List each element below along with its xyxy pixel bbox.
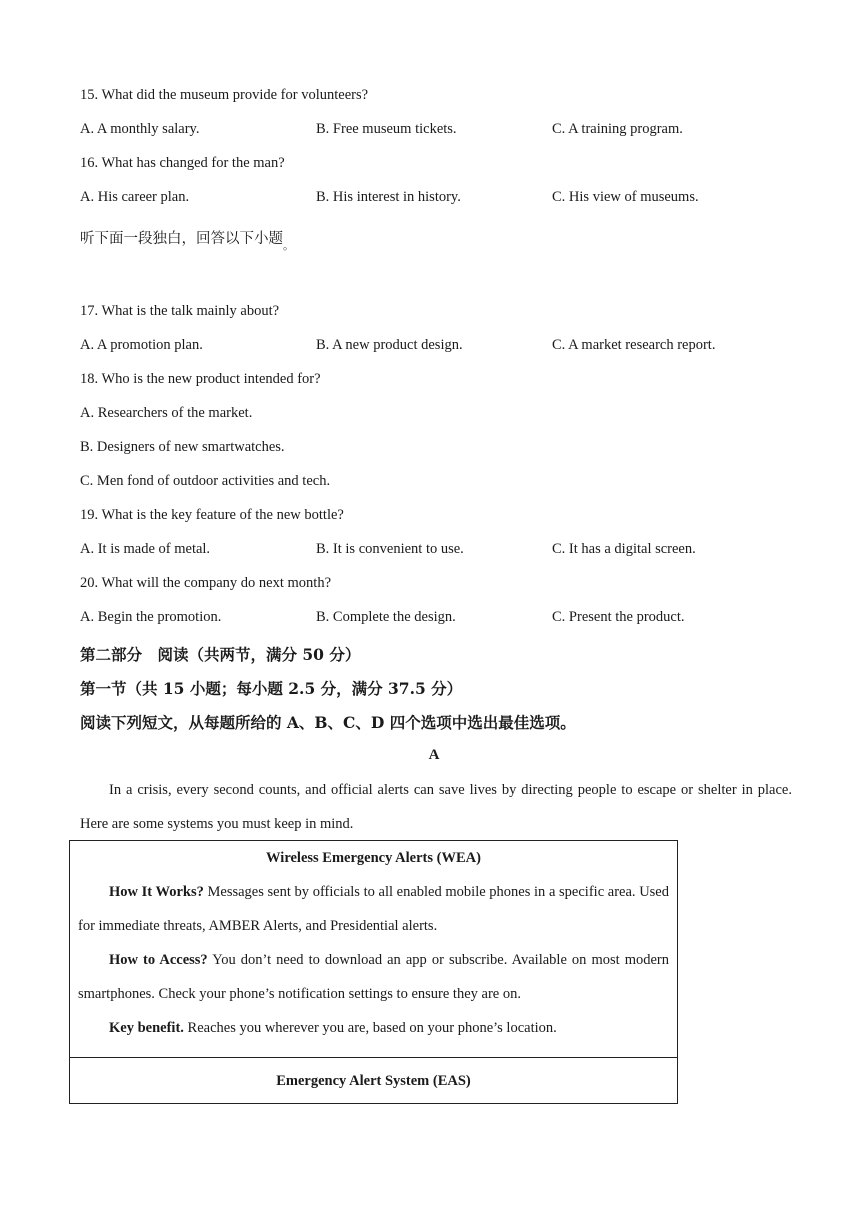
question-17-option-b: B. A new product design. xyxy=(316,337,463,353)
reading-instruction: 阅读下列短文，从每题所给的 A、B、C、D 四个选项中选出最佳选项。 xyxy=(80,713,576,732)
wea-title: Wireless Emergency Alerts (WEA) xyxy=(266,850,481,866)
wea-how-to-access-text: You don’t need to download an app or subscribe. Available on most modern smartphones. Check your phone’s notification settings to ensure they are on. xyxy=(78,952,670,1002)
eas-title: Emergency Alert System (EAS) xyxy=(276,1073,471,1089)
passage-label: A xyxy=(428,747,440,763)
wea-key-benefit xyxy=(78,1011,669,1045)
question-19: 19. What is the key feature of the new bottle? xyxy=(80,507,344,523)
wea-how-to-access-label: How to Access? xyxy=(109,952,208,968)
question-17-option-c: C. A market research report. xyxy=(552,337,716,353)
monologue-instruction-text: 听下面一段独白，回答以下小题 xyxy=(80,231,283,247)
question-16: 16. What has changed for the man? xyxy=(80,155,285,171)
wea-how-it-works xyxy=(78,875,669,943)
wea-key-benefit-label: Key benefit. xyxy=(109,1020,184,1036)
question-19-option-b: B. It is convenient to use. xyxy=(316,541,464,557)
monologue-instruction-mark: 。 xyxy=(283,239,294,252)
part2-heading: 第二部分 阅读（共两节，满分 50 分） xyxy=(80,645,361,664)
question-15-option-b: B. Free museum tickets. xyxy=(316,121,457,137)
wea-how-to-access xyxy=(78,943,669,1011)
question-15-option-a: A. A monthly salary. xyxy=(80,121,200,137)
question-16-option-b: B. His interest in history. xyxy=(316,189,461,205)
passage-intro: In a crisis, every second counts, and official alerts can save lives by directing people to escape or shelter in place. Here are some systems you must keep in mind. xyxy=(80,782,792,832)
question-17-option-a: A. A promotion plan. xyxy=(80,337,203,353)
question-15: 15. What did the museum provide for volunteers? xyxy=(80,87,369,103)
question-20-option-c: C. Present the product. xyxy=(552,609,685,625)
wea-how-it-works-text: Messages sent by officials to all enabled mobile phones in a specific area. Used for immediate threats, AMBER Alerts, and Presidential alerts. xyxy=(78,884,669,934)
question-17: 17. What is the talk mainly about? xyxy=(80,303,280,319)
question-20-option-a: A. Begin the promotion. xyxy=(80,609,222,625)
question-18: 18. Who is the new product intended for? xyxy=(80,371,321,387)
question-18-option-b: B. Designers of new smartwatches. xyxy=(80,439,285,455)
wea-how-it-works-label: How It Works? xyxy=(109,884,204,900)
question-19-option-a: A. It is made of metal. xyxy=(80,541,211,557)
question-16-option-c: C. His view of museums. xyxy=(552,189,699,205)
question-18-option-c: C. Men fond of outdoor activities and tech. xyxy=(80,473,331,489)
question-19-option-c: C. It has a digital screen. xyxy=(552,541,696,557)
wea-box xyxy=(69,840,678,1058)
eas-box xyxy=(69,1057,678,1104)
wea-key-benefit-text: Reaches you wherever you are, based on your phone’s location. xyxy=(183,1020,557,1036)
monologue-instruction xyxy=(80,227,294,253)
section1-heading: 第一节（共 15 小题；每小题 2.5 分，满分 37.5 分） xyxy=(80,679,463,698)
question-18-option-a: A. Researchers of the market. xyxy=(80,405,253,421)
question-16-option-a: A. His career plan. xyxy=(80,189,190,205)
question-15-option-c: C. A training program. xyxy=(552,121,683,137)
question-20: 20. What will the company do next month? xyxy=(80,575,332,591)
question-20-option-b: B. Complete the design. xyxy=(316,609,456,625)
